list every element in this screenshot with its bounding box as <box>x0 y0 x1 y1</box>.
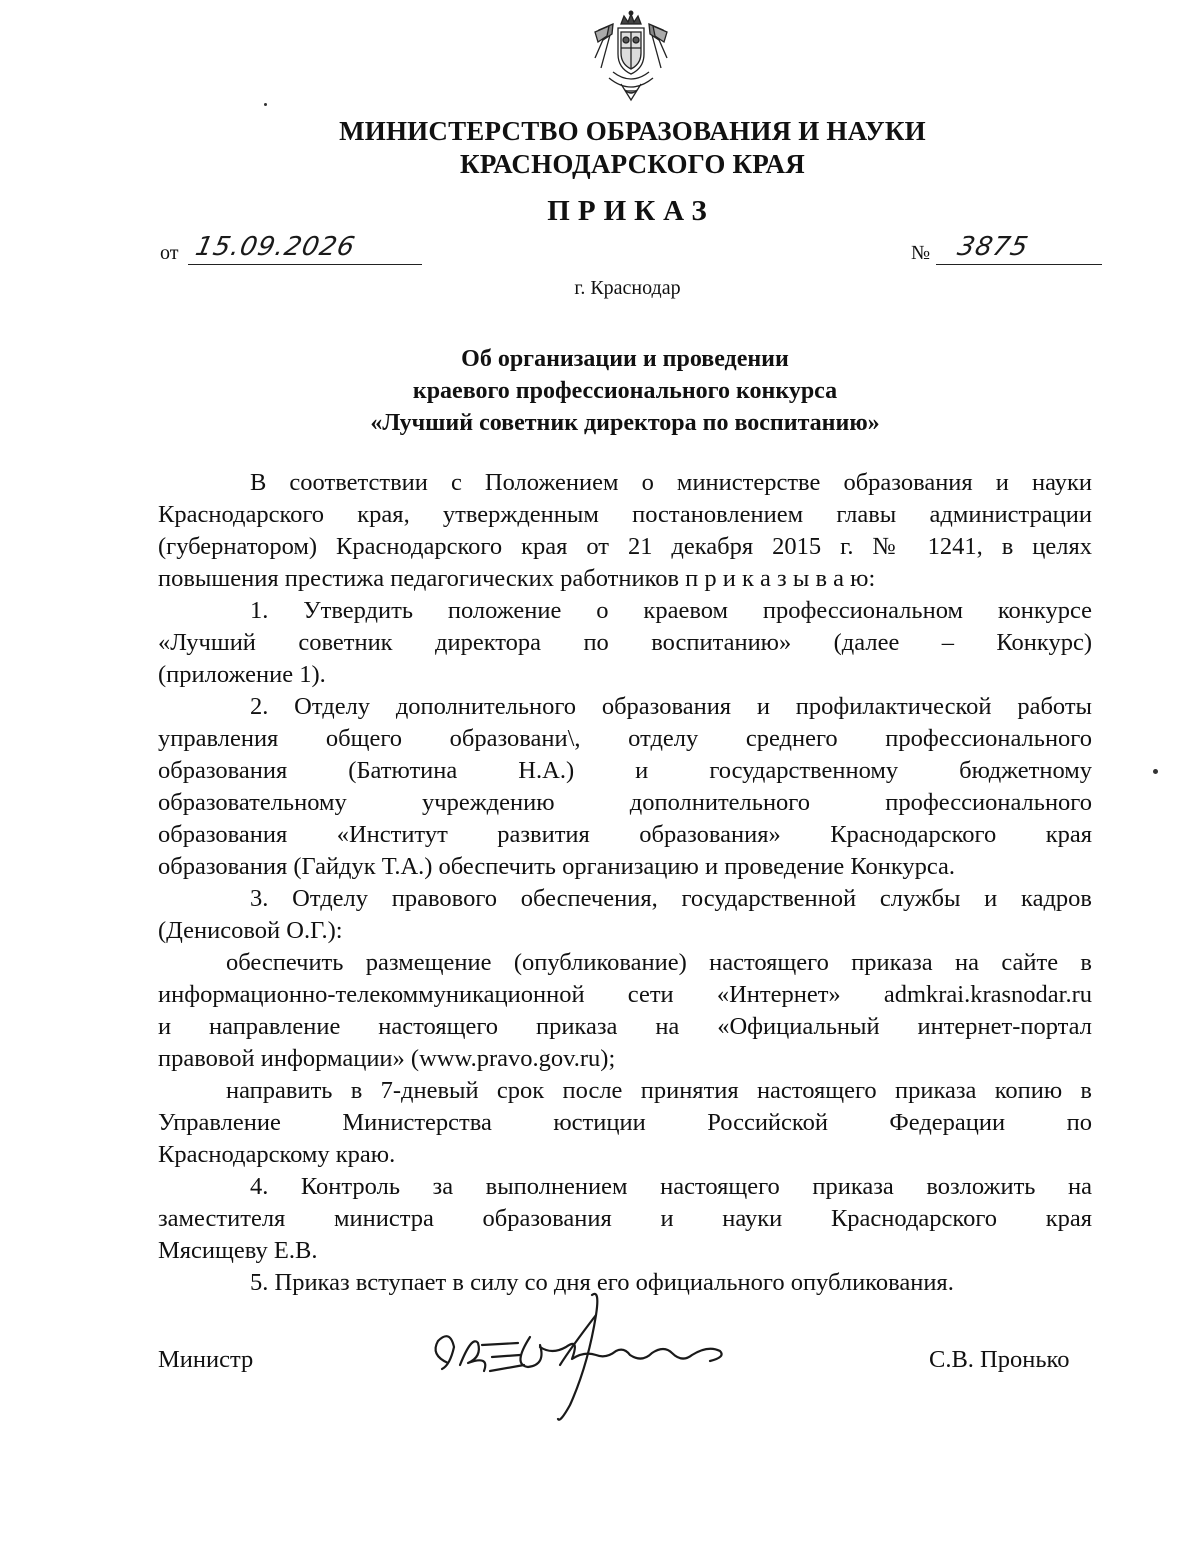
body-line: Управление Министерства юстиции Российской Федерации по <box>158 1109 1092 1136</box>
body-line: 3. Отделу правового обеспечения, государственной службы и кадров <box>250 885 1092 912</box>
body-line: заместителя министра образования и науки Краснодарского края <box>158 1205 1092 1232</box>
body-line: информационно-телекоммуникационной сети «Интернет» admkrai.krasnodar.ru <box>158 981 1092 1008</box>
scan-speck <box>1153 769 1158 774</box>
body-line: и направление настоящего приказа на «Официальный интернет-портал <box>158 1013 1092 1040</box>
body-line: 5. Приказ вступает в силу со дня его официального опубликования. <box>250 1269 954 1296</box>
scan-speck <box>264 103 267 106</box>
body-line: Мясищеву Е.В. <box>158 1237 318 1264</box>
body-line: образования «Институт развития образования» Краснодарского края <box>158 821 1092 848</box>
date-underline <box>188 264 422 265</box>
date-label: от <box>160 242 179 264</box>
coat-of-arms-icon <box>591 10 671 102</box>
body-line: В соответствии с Положением о министерстве образования и науки <box>250 469 1092 496</box>
body-line: образования (Гайдук Т.А.) обеспечить организацию и проведение Конкурса. <box>158 853 956 880</box>
number-label: № <box>911 242 931 264</box>
body-line: 2. Отделу дополнительного образования и профилактической работы <box>250 693 1092 720</box>
body-line: 4. Контроль за выполнением настоящего приказа возложить на <box>250 1173 1092 1200</box>
document-type-heading: ПРИКАЗ <box>547 195 715 227</box>
body-line: (приложение 1). <box>158 661 326 688</box>
body-line: (губернатором) Краснодарского края от 21 декабря 2015 г. № 1241, в целях <box>158 533 1092 560</box>
number-underline <box>936 264 1102 265</box>
handwritten-number: 3875 <box>954 232 1032 262</box>
body-line: (Денисовой О.Г.): <box>158 917 343 944</box>
city-label: г. Краснодар <box>574 277 681 299</box>
body-line: повышения престижа педагогических работников п р и к а з ы в а ю: <box>158 565 876 592</box>
body-line: правовой информации» (www.pravo.gov.ru); <box>158 1045 616 1072</box>
order-body <box>158 467 1092 1299</box>
signatory-name: С.В. Пронько <box>929 1346 1070 1373</box>
body-line: 1. Утвердить положение о краевом профессиональном конкурсе <box>250 597 1092 624</box>
signatory-position: Министр <box>158 1346 254 1373</box>
body-line: Краснодарскому краю. <box>158 1141 396 1168</box>
handwritten-date: 15.09.2026 <box>192 232 359 262</box>
body-line: образования (Батютина Н.А.) и государственному бюджетному <box>158 757 1092 784</box>
body-line: управления общего образовани\, отделу среднего профессионального <box>158 725 1092 752</box>
handwritten-signature <box>420 1285 740 1435</box>
body-line: Краснодарского края, утвержденным постановлением главы администрации <box>158 501 1092 528</box>
order-title-line1: Об организации и проведении <box>461 346 789 372</box>
body-line: обеспечить размещение (опубликование) настоящего приказа на сайте в <box>226 949 1092 976</box>
body-line: направить в 7-дневый срок после принятия настоящего приказа копию в <box>226 1077 1092 1104</box>
ministry-name-line2: КРАСНОДАРСКОГО КРАЯ <box>460 149 805 179</box>
ministry-name-line1: МИНИСТЕРСТВО ОБРАЗОВАНИЯ И НАУКИ <box>339 116 926 146</box>
body-line: «Лучший советник директора по воспитанию» (далее – Конкурс) <box>158 629 1092 656</box>
order-title-line2: краевого профессионального конкурса <box>412 378 838 404</box>
order-title-line3: «Лучший советник директора по воспитанию» <box>370 410 880 436</box>
body-line: образовательному учреждению дополнительного профессионального <box>158 789 1092 816</box>
